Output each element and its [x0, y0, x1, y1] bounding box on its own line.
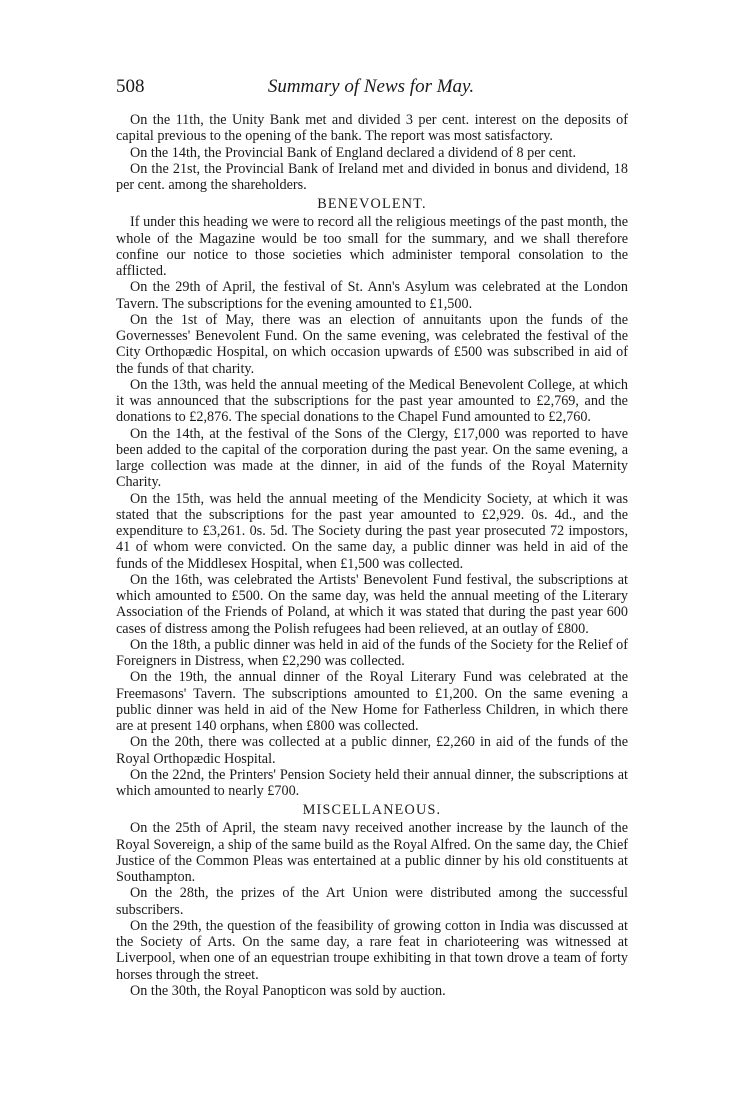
paragraph: If under this heading we were to record all the religious meetings of the past month, the whole of the Magazine would be too small for the summary, and we shall therefore confine our notice to those societies which administer temporal consolation to the afflicted.	[116, 214, 628, 279]
paragraph: On the 25th of April, the steam navy received another increase by the launch of the Royal Sovereign, a ship of the same build as the Royal Alfred. On the same day, the Chief Justice of the Common Pleas was entertained at a public dinner by his old constituents at Southampton.	[116, 820, 628, 885]
paragraph: On the 16th, was celebrated the Artists' Benevolent Fund festival, the subscriptions at which amounted to £500. On the same day, was held the annual meeting of the Literary Association of the Friends of Poland, at which it was stated that during the past year 600 cases of distress among the Polish refugees had been relieved, at an outlay of £800.	[116, 571, 628, 637]
paragraph: On the 29th, the question of the feasibility of growing cotton in India was discussed at the Society of Arts. On the same day, a rare feat in charioteering was witnessed at Liverpool, when one of an equestrian troupe exhibiting in that town drove a team of forty horses through the street.	[116, 917, 628, 983]
paragraph: On the 28th, the prizes of the Art Union were distributed among the successful subscribers.	[116, 885, 628, 918]
section-heading-benevolent: BENEVOLENT.	[317, 196, 427, 213]
section-heading-miscellaneous: MISCELLANEOUS.	[302, 802, 442, 819]
paragraph: On the 1st of May, there was an election of annuitants upon the funds of the Governesses' Benevolent Fund. On the same evening, was celebrated the festival of the City Orthopædic Hospital, on which occasion upwards of £500 was subscribed in aid of the funds of that charity.	[116, 311, 628, 377]
paragraph: On the 21st, the Provincial Bank of Ireland met and divided in bonus and dividend, 18 per cent. among the shareholders.	[116, 160, 628, 193]
paragraph: On the 18th, a public dinner was held in aid of the funds of the Society for the Relief of Foreigners in Distress, when £2,290 was collected.	[116, 636, 628, 669]
paragraph: On the 15th, was held the annual meeting of the Mendicity Society, at which it was stated that the subscriptions for the past year amounted to £2,929. 0s. 4d., and the expenditure to £3,261. 0s. 5d. The Society during the past year prosecuted 72 impostors, 41 of whom were convicted. On the same day, a public dinner was held in aid of the funds of the Middlesex Hospital, when £1,500 was collected.	[116, 490, 628, 572]
paragraph: On the 29th of April, the festival of St. Ann's Asylum was celebrated at the London Tavern. The subscriptions for the evening amounted to £1,500.	[116, 279, 628, 312]
page-header	[116, 76, 626, 100]
paragraph: On the 30th, the Royal Panopticon was sold by auction.	[130, 982, 446, 999]
paragraph: On the 20th, there was collected at a public dinner, £2,260 in aid of the funds of the Royal Orthopædic Hospital.	[116, 734, 628, 767]
page-number: 508	[116, 76, 145, 97]
article-body	[116, 112, 628, 999]
paragraph: On the 14th, the Provincial Bank of England declared a dividend of 8 per cent.	[130, 144, 576, 161]
running-title: Summary of News for May.	[267, 76, 475, 97]
paragraph: On the 11th, the Unity Bank met and divided 3 per cent. interest on the deposits of capital previous to the opening of the bank. The report was most satisfactory.	[116, 112, 628, 145]
paragraph: On the 19th, the annual dinner of the Royal Literary Fund was celebrated at the Freemasons' Tavern. The subscriptions amounted to £1,200. On the same evening a public dinner was held in aid of the New Home for Fatherless Children, in which there are at present 140 orphans, when £800 was collected.	[116, 669, 628, 734]
paragraph: On the 14th, at the festival of the Sons of the Clergy, £17,000 was reported to have been added to the capital of the corporation during the past year. On the same evening, a large collection was made at the dinner, in aid of the funds of the Royal Maternity Charity.	[116, 425, 628, 491]
paragraph: On the 13th, was held the annual meeting of the Medical Benevolent College, at which it was announced that the subscriptions for the past year amounted to £2,769, and the donations to £2,876. The special donations to the Chapel Fund amounted to £2,760.	[116, 376, 628, 426]
paragraph: On the 22nd, the Printers' Pension Society held their annual dinner, the subscriptions at which amounted to nearly £700.	[116, 766, 628, 799]
